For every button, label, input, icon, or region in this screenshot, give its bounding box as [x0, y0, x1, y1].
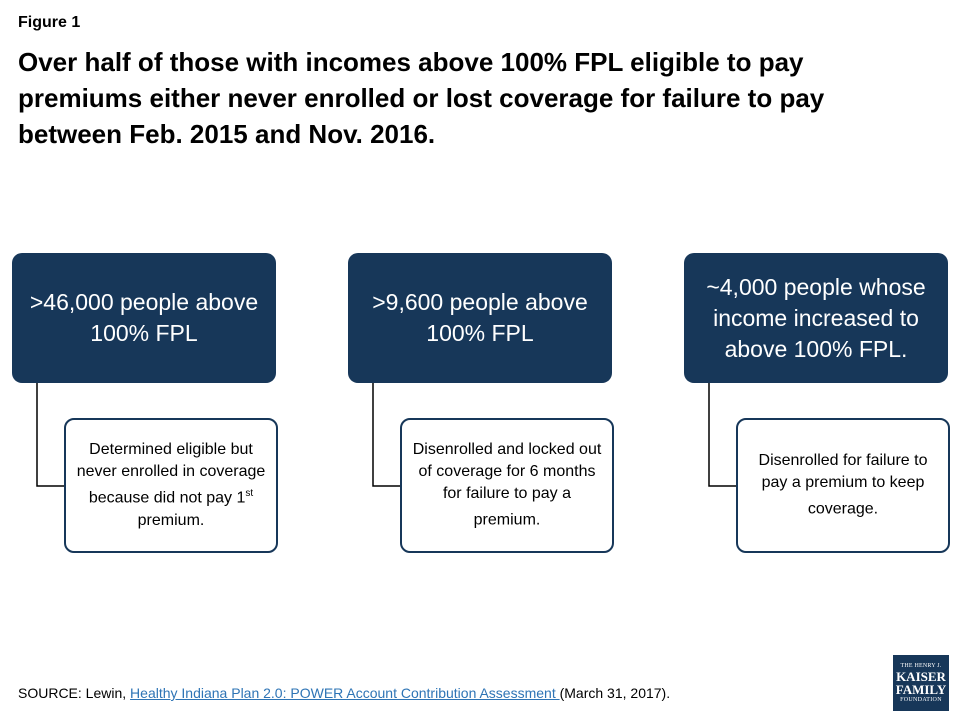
connector-1 [37, 383, 64, 486]
source-link[interactable]: Healthy Indiana Plan 2.0: POWER Account Contribution Assessment [130, 685, 560, 701]
connector-3 [709, 383, 736, 486]
kff-logo [893, 655, 949, 711]
detail-box-1 [64, 418, 278, 553]
headline-box-2 [348, 253, 612, 383]
headline-text-2: >9,600 people above 100% FPL [372, 289, 588, 346]
detail-box-3 [736, 418, 950, 553]
detail-text-2: Disenrolled and locked out of coverage for 6 months for failure to pay a premium. [412, 441, 602, 529]
source-suffix: (March 31, 2017). [559, 685, 671, 701]
headline-box-1 [12, 253, 276, 383]
logo-line-2: KAISER [896, 669, 946, 684]
source-note [18, 685, 670, 701]
detail-text-3: Disenrolled for failure to pay a premium to keep coverage. [758, 452, 928, 518]
headline-box-3 [684, 253, 948, 383]
source-prefix: SOURCE: Lewin, [18, 685, 131, 701]
detail-box-2 [400, 418, 614, 553]
detail-text-1: Determined eligible but never enrolled in coverage because did not pay 1st premium. [76, 441, 266, 529]
logo-line-3: FAMILY [895, 682, 947, 697]
headline-text-1: >46,000 people above 100% FPL [29, 289, 259, 346]
headline-text-3: ~4,000 people whose income increased to above 100% FPL. [706, 273, 926, 362]
logo-line-4: FOUNDATION [900, 697, 942, 703]
logo-line-1: THE HENRY J. [900, 663, 942, 669]
figure-title: Over half of those with incomes above 100% FPL eligible to pay premiums either never enrolled or lost coverage for failure to pay between Feb. 2015 and Nov. 2016. [18, 47, 825, 149]
connector-2 [373, 383, 400, 486]
figure-label: Figure 1 [18, 14, 81, 31]
